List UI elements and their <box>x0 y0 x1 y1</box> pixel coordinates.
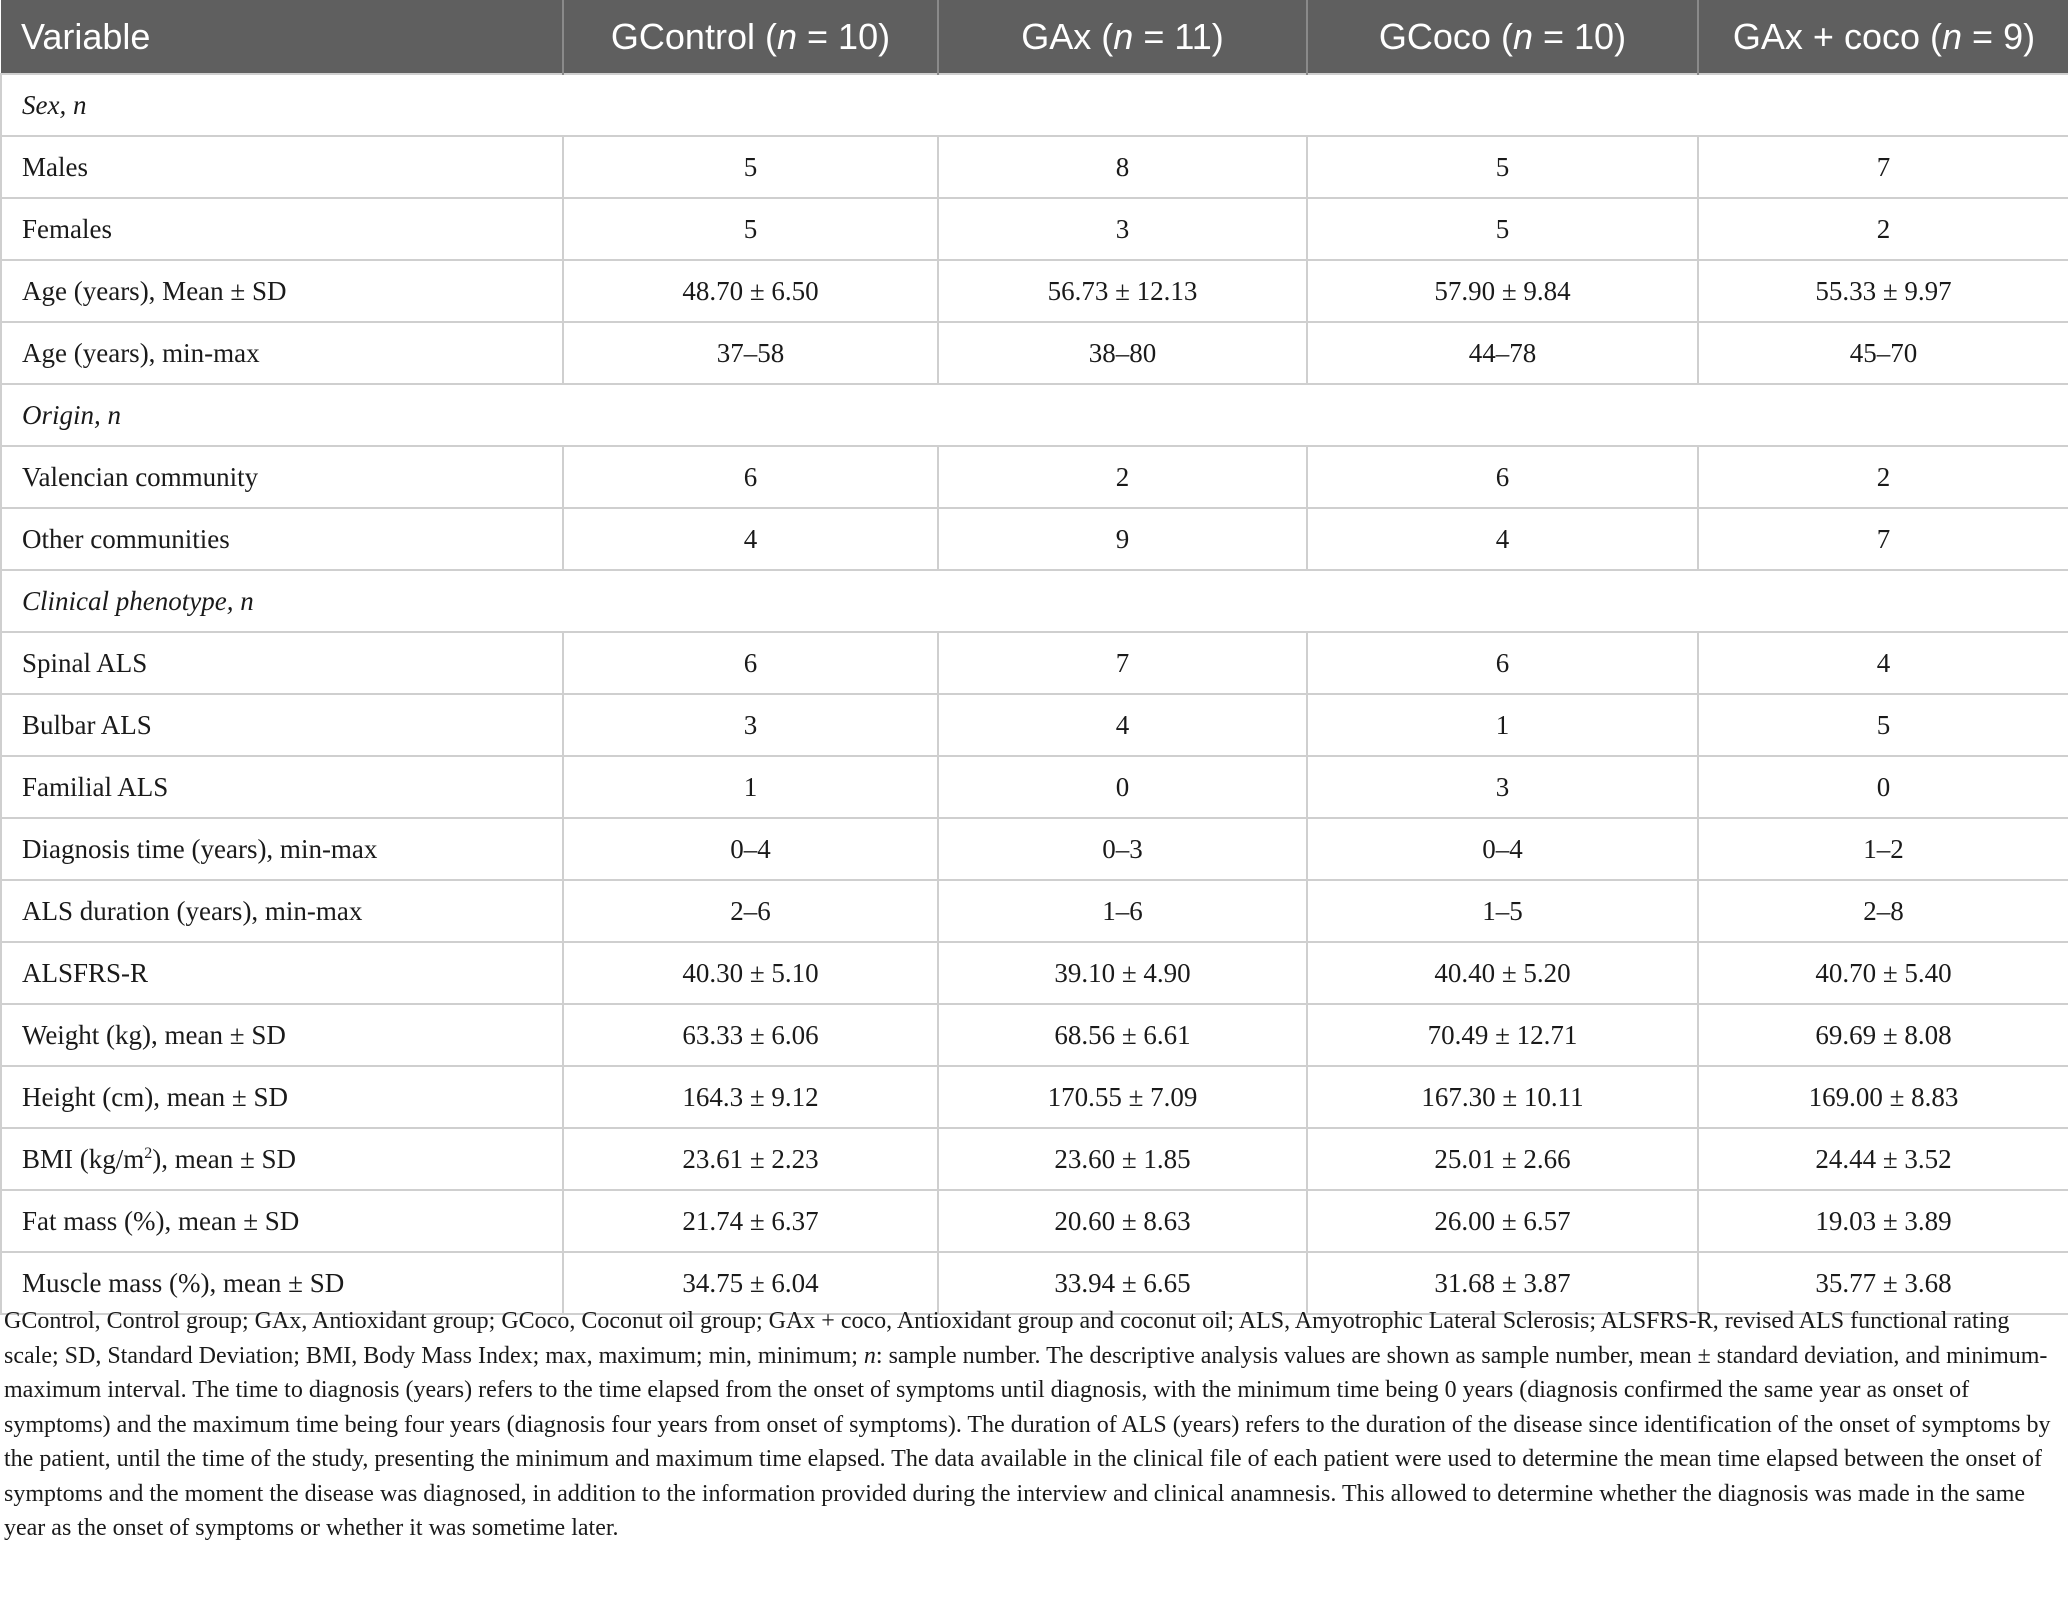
n-value: = 10 <box>807 15 879 57</box>
row-label: Valencian community <box>1 446 563 508</box>
cell-gax: 0 <box>938 756 1307 818</box>
table-row <box>1 818 2068 880</box>
group-name: GAx + coco <box>1732 15 1920 57</box>
cell-gcontrol: 164.3 ± 9.12 <box>563 1066 938 1128</box>
table-row <box>1 1066 2068 1128</box>
bmi-label-pre: BMI (kg/m <box>22 1143 145 1174</box>
n-label: n <box>776 15 797 57</box>
group-name: GAx <box>1021 15 1092 57</box>
n-value: = 11 <box>1143 15 1212 57</box>
row-label: Muscle mass (%), mean ± SD <box>1 1252 563 1314</box>
section-row-phenotype <box>1 570 2068 632</box>
cell-gcontrol: 63.33 ± 6.06 <box>563 1004 938 1066</box>
cell-gcoco: 3 <box>1307 756 1698 818</box>
bmi-label-post: ), mean ± SD <box>152 1143 297 1174</box>
group-name: GControl <box>610 15 755 57</box>
cell-gax: 8 <box>938 136 1307 198</box>
cell-gax-coco: 7 <box>1698 508 2068 570</box>
cell-gax: 7 <box>938 632 1307 694</box>
n-label: n <box>1512 15 1533 57</box>
row-label: Diagnosis time (years), min-max <box>1 818 563 880</box>
header-group-gax: GAx (n = 11) <box>938 0 1307 74</box>
cell-gax: 3 <box>938 198 1307 260</box>
cell-gcontrol: 48.70 ± 6.50 <box>563 260 938 322</box>
cell-gax: 9 <box>938 508 1307 570</box>
cell-gcontrol: 1 <box>563 756 938 818</box>
bmi-label-sup: 2 <box>144 1144 153 1162</box>
footnote-n-italic: n <box>863 1342 876 1369</box>
row-label: Bulbar ALS <box>1 694 563 756</box>
header-group-gcoco: GCoco (n = 10) <box>1307 0 1698 74</box>
section-title: Origin, n <box>1 384 2068 446</box>
cell-gcontrol: 37–58 <box>563 322 938 384</box>
table-row <box>1 694 2068 756</box>
cell-gcontrol: 23.61 ± 2.23 <box>563 1128 938 1190</box>
cell-gcoco: 25.01 ± 2.66 <box>1307 1128 1698 1190</box>
cell-gax: 33.94 ± 6.65 <box>938 1252 1307 1314</box>
group-name: GCoco <box>1378 15 1491 57</box>
cell-gax-coco: 2 <box>1698 446 2068 508</box>
cell-gax: 39.10 ± 4.90 <box>938 942 1307 1004</box>
table-row <box>1 198 2068 260</box>
n-label: n <box>1113 15 1134 57</box>
table-row <box>1 880 2068 942</box>
table-row <box>1 1004 2068 1066</box>
cell-gax-coco: 2 <box>1698 198 2068 260</box>
section-row-origin <box>1 384 2068 446</box>
cell-gcoco: 1–5 <box>1307 880 1698 942</box>
table-row <box>1 446 2068 508</box>
cell-gcontrol: 4 <box>563 508 938 570</box>
cell-gcontrol: 5 <box>563 198 938 260</box>
cell-gax-coco: 5 <box>1698 694 2068 756</box>
header-group-gcontrol: GControl (n = 10) <box>563 0 938 74</box>
row-label: Familial ALS <box>1 756 563 818</box>
cell-gax: 0–3 <box>938 818 1307 880</box>
cell-gcontrol: 34.75 ± 6.04 <box>563 1252 938 1314</box>
cell-gax-coco: 4 <box>1698 632 2068 694</box>
cell-gcontrol: 0–4 <box>563 818 938 880</box>
table-row <box>1 136 2068 198</box>
cell-gax-coco: 35.77 ± 3.68 <box>1698 1252 2068 1314</box>
row-label: ALS duration (years), min-max <box>1 880 563 942</box>
cell-gax-coco: 169.00 ± 8.83 <box>1698 1066 2068 1128</box>
table-row <box>1 1190 2068 1252</box>
cell-gcontrol: 2–6 <box>563 880 938 942</box>
header-variable: Variable <box>1 0 563 74</box>
row-label <box>1 1128 563 1190</box>
cell-gcoco: 6 <box>1307 632 1698 694</box>
cell-gcontrol: 21.74 ± 6.37 <box>563 1190 938 1252</box>
n-value: = 9 <box>1972 15 2024 57</box>
section-title: Clinical phenotype, n <box>1 570 2068 632</box>
footnote-part2: : sample number. The descriptive analysis values are shown as sample number, mean ± standard deviation, and minimum-maximum interval. The time to diagnosis (years) refers to the time elapsed from the onset of symptoms until diagnosis, with the minimum time being 0 years (diagnosis confirmed the same year as onset of symptoms) and the maximum time being four years (diagnosis four years from onset of symptoms). The duration of ALS (years) refers to the duration of the disease since identification of the onset of symptoms by the patient, until the time of the study, presenting the minimum and maximum time elapsed. The data available in the clinical file of each patient were used to determine the mean time elapsed between the onset of symptoms and the moment the disease was diagnosed, in addition to the information provided during the interview and clinical anamnesis. This allowed to determine whether the diagnosis was made in the same year as the onset of symptoms or whether it was sometime later. <box>4 1342 2051 1541</box>
row-label: Age (years), Mean ± SD <box>1 260 563 322</box>
cell-gcontrol: 5 <box>563 136 938 198</box>
row-label: Males <box>1 136 563 198</box>
table-row <box>1 322 2068 384</box>
cell-gcoco: 0–4 <box>1307 818 1698 880</box>
cell-gcoco: 70.49 ± 12.71 <box>1307 1004 1698 1066</box>
cell-gax: 68.56 ± 6.61 <box>938 1004 1307 1066</box>
cell-gcontrol: 6 <box>563 632 938 694</box>
cell-gcoco: 4 <box>1307 508 1698 570</box>
cell-gcontrol: 3 <box>563 694 938 756</box>
cell-gcontrol: 6 <box>563 446 938 508</box>
table-row <box>1 756 2068 818</box>
cell-gcoco: 5 <box>1307 198 1698 260</box>
table-row <box>1 632 2068 694</box>
row-label: ALSFRS-R <box>1 942 563 1004</box>
row-label: Fat mass (%), mean ± SD <box>1 1190 563 1252</box>
n-value: = 10 <box>1543 15 1615 57</box>
table-row <box>1 942 2068 1004</box>
cell-gcoco: 26.00 ± 6.57 <box>1307 1190 1698 1252</box>
section-title: Sex, n <box>1 74 2068 136</box>
cell-gax: 170.55 ± 7.09 <box>938 1066 1307 1128</box>
row-label: Height (cm), mean ± SD <box>1 1066 563 1128</box>
section-row-sex <box>1 74 2068 136</box>
cell-gcoco: 57.90 ± 9.84 <box>1307 260 1698 322</box>
table-row <box>1 1128 2068 1190</box>
cell-gax-coco: 2–8 <box>1698 880 2068 942</box>
cell-gax-coco: 19.03 ± 3.89 <box>1698 1190 2068 1252</box>
cell-gcoco: 167.30 ± 10.11 <box>1307 1066 1698 1128</box>
cell-gcoco: 44–78 <box>1307 322 1698 384</box>
cell-gax-coco: 1–2 <box>1698 818 2068 880</box>
cell-gax-coco: 0 <box>1698 756 2068 818</box>
cell-gax-coco: 45–70 <box>1698 322 2068 384</box>
cell-gax-coco: 55.33 ± 9.97 <box>1698 260 2068 322</box>
cell-gax-coco: 24.44 ± 3.52 <box>1698 1128 2068 1190</box>
row-label: Females <box>1 198 563 260</box>
cell-gax: 23.60 ± 1.85 <box>938 1128 1307 1190</box>
cell-gax-coco: 69.69 ± 8.08 <box>1698 1004 2068 1066</box>
cell-gax: 56.73 ± 12.13 <box>938 260 1307 322</box>
row-label: Weight (kg), mean ± SD <box>1 1004 563 1066</box>
cell-gax: 2 <box>938 446 1307 508</box>
footnote-part1: GControl, Control group; GAx, Antioxidant group; GCoco, Coconut oil group; GAx + coco, Antioxidant group and coconut oil; ALS, Amyotrophic Lateral Sclerosis; ALSFRS-R, revised ALS functional rating scale; SD, Standard Deviation; BMI, Body Mass Index; max, maximum; min, minimum; <box>4 1308 2010 1369</box>
cell-gax: 4 <box>938 694 1307 756</box>
cell-gcoco: 40.40 ± 5.20 <box>1307 942 1698 1004</box>
table-header-row <box>1 0 2068 74</box>
header-group-gax-coco: GAx + coco (n = 9) <box>1698 0 2068 74</box>
row-label: Age (years), min-max <box>1 322 563 384</box>
table-row <box>1 508 2068 570</box>
cell-gax: 20.60 ± 8.63 <box>938 1190 1307 1252</box>
cell-gcoco: 6 <box>1307 446 1698 508</box>
cell-gcoco: 31.68 ± 3.87 <box>1307 1252 1698 1314</box>
cell-gax: 38–80 <box>938 322 1307 384</box>
cell-gcoco: 1 <box>1307 694 1698 756</box>
cell-gax: 1–6 <box>938 880 1307 942</box>
table-footnote <box>4 1304 2064 1546</box>
cell-gax-coco: 7 <box>1698 136 2068 198</box>
cell-gcoco: 5 <box>1307 136 1698 198</box>
row-label: Spinal ALS <box>1 632 563 694</box>
n-label: n <box>1942 15 1963 57</box>
row-label: Other communities <box>1 508 563 570</box>
cell-gcontrol: 40.30 ± 5.10 <box>563 942 938 1004</box>
cell-gax-coco: 40.70 ± 5.40 <box>1698 942 2068 1004</box>
table-row <box>1 260 2068 322</box>
